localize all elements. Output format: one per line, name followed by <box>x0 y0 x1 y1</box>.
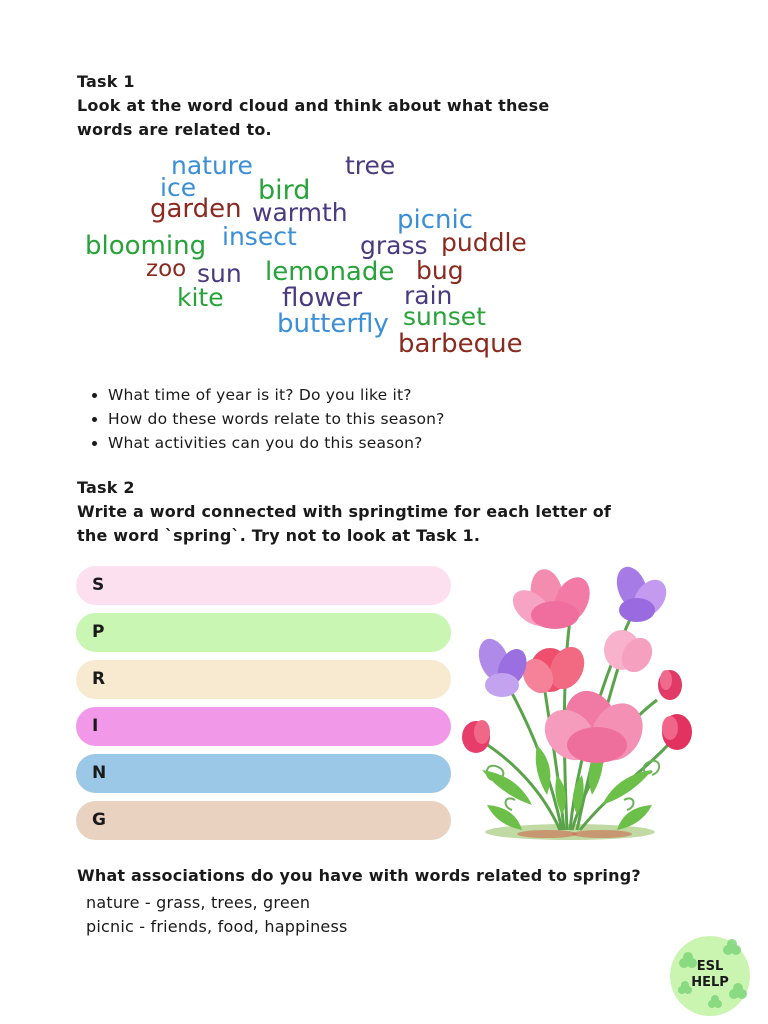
letter-label: G <box>92 810 106 830</box>
question-item: • What activities can you do this season? <box>108 431 445 455</box>
letter-field-s[interactable] <box>76 566 451 605</box>
cloud-word: flower <box>282 283 363 313</box>
cloud-word: barbeque <box>398 329 523 359</box>
task2-title: Task 2 <box>77 478 135 497</box>
letter-field-n[interactable] <box>76 754 451 793</box>
task2-instruction-line1: Write a word connected with springtime for each letter of <box>77 502 612 521</box>
cloud-word: grass <box>360 231 428 260</box>
cloud-word: sun <box>197 259 242 288</box>
letter-field-p[interactable] <box>76 613 451 652</box>
letter-label: S <box>92 575 105 595</box>
letter-label: N <box>92 763 107 783</box>
question-item: • How do these words relate to this season? <box>108 407 445 431</box>
cloud-word: picnic <box>397 205 474 235</box>
cloud-word: nature <box>171 151 253 180</box>
question-item: • What time of year is it? Do you like it? <box>108 383 445 407</box>
cloud-word: blooming <box>85 231 207 261</box>
cloud-word: bird <box>258 175 311 206</box>
task1-instruction-line2: words are related to. <box>77 120 272 139</box>
cloud-word: insect <box>222 222 297 251</box>
cloud-word: sunset <box>403 302 486 331</box>
task1-instruction-line1: Look at the word cloud and think about what these <box>77 96 550 115</box>
cloud-word: ice <box>160 173 197 202</box>
letter-label: R <box>92 669 106 689</box>
cloud-word: warmth <box>252 198 348 227</box>
cloud-word: bug <box>416 256 464 285</box>
letter-label: I <box>92 716 99 736</box>
association-example: picnic - friends, food, happiness <box>86 917 348 936</box>
task2-instruction-line2: the word `spring`. Try not to look at Task 1. <box>77 526 481 545</box>
badge-line2: HELP <box>691 975 729 990</box>
cloud-word: kite <box>177 283 224 312</box>
cloud-word: tree <box>345 151 396 180</box>
cloud-word: rain <box>404 281 453 310</box>
letter-field-g[interactable] <box>76 801 451 840</box>
cloud-word: lemonade <box>265 257 395 287</box>
cloud-word: butterfly <box>277 309 389 339</box>
discussion-questions <box>86 383 445 455</box>
task1-title: Task 1 <box>77 72 135 91</box>
cloud-word: garden <box>150 194 242 224</box>
esl-help-badge <box>670 936 750 1016</box>
cloud-word: puddle <box>441 228 527 257</box>
flower-bouquet-illustration <box>452 560 707 845</box>
cloud-word: zoo <box>146 256 187 282</box>
letter-field-r[interactable] <box>76 660 451 699</box>
badge-line1: ESL <box>696 959 724 974</box>
associations-question: What associations do you have with words related to spring? <box>77 866 641 885</box>
letter-field-i[interactable] <box>76 707 451 746</box>
association-example: nature - grass, trees, green <box>86 893 311 912</box>
letter-label: P <box>92 622 105 642</box>
